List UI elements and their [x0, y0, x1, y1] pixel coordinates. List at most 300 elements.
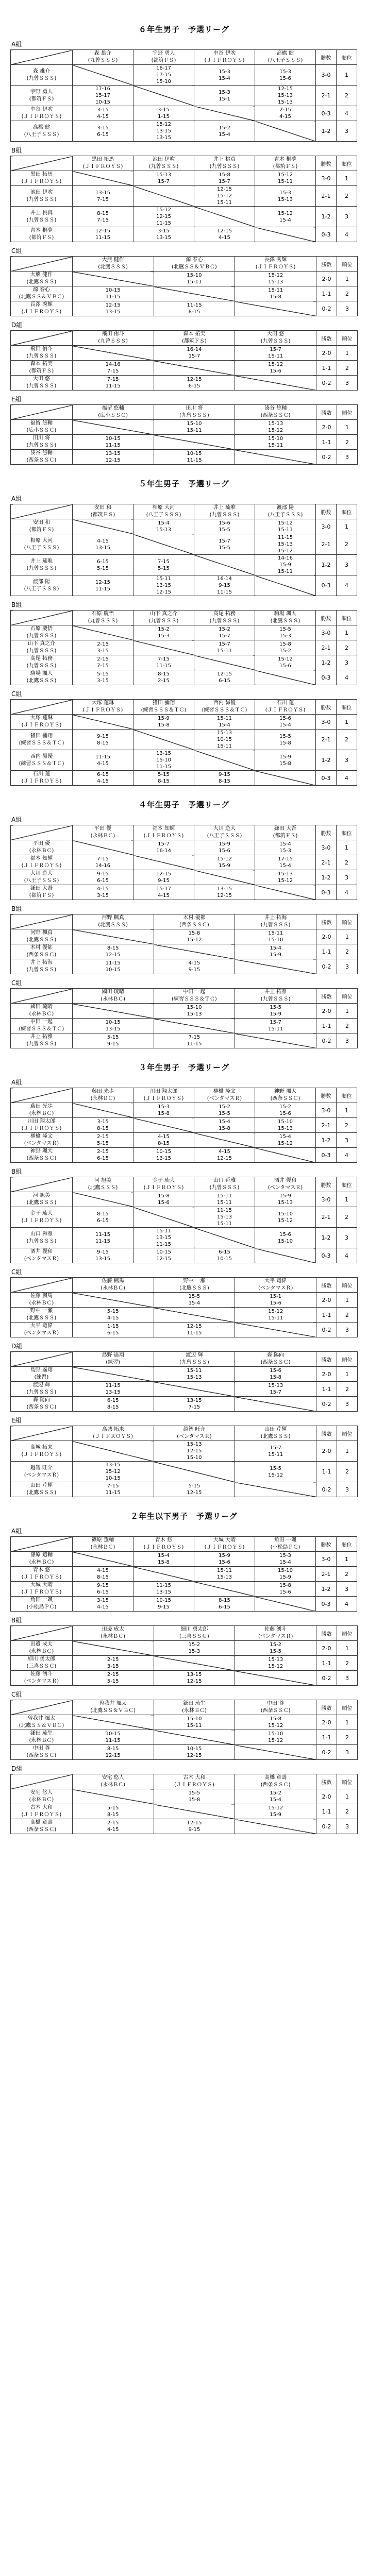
game-score: 12-15: [105, 1753, 121, 1758]
game-score: 15-6: [279, 75, 291, 81]
corner-cell: [11, 914, 73, 929]
column-player: [235, 989, 316, 1004]
game-score: 15-10: [277, 1119, 293, 1125]
wins-cell: 0-3: [316, 1248, 337, 1263]
game-score: 4-15: [158, 1134, 170, 1140]
wins-cell: 0-3: [316, 575, 337, 596]
player-name-line: 佐藤 湧斗: [30, 1671, 53, 1677]
game-score: 15-5: [270, 1005, 282, 1010]
game-score: 8-15: [97, 210, 109, 216]
player-name-line: (八王子ＳＳＳ): [24, 878, 59, 884]
score-cell: [154, 272, 235, 286]
player-row: [11, 929, 358, 944]
game-score: 15-1: [270, 1294, 282, 1299]
game-score: 6-15: [219, 1604, 230, 1610]
score-cell: [255, 1103, 316, 1118]
player-name-line: 井上 拓海: [264, 915, 287, 921]
player-name-line: 福留 悠輔: [102, 405, 124, 411]
block-label: C組: [11, 1691, 22, 1698]
game-score: 7-15: [188, 1404, 200, 1410]
score-cell: [154, 420, 235, 435]
score-cell: [133, 1103, 194, 1118]
league-block: [10, 146, 358, 242]
score-cell: [255, 1118, 316, 1133]
score-cell: [194, 1552, 255, 1567]
game-score: 13-15: [156, 1235, 172, 1241]
game-score: 2-15: [107, 1672, 119, 1677]
row-player: [11, 376, 73, 391]
player-name-line: 大塚 蓮琳: [91, 700, 114, 706]
game-score: 14-16: [95, 863, 111, 869]
rank-cell: 4: [337, 227, 357, 242]
header-row: [11, 611, 357, 625]
player-name-line: (永林ＢＣ): [90, 1545, 115, 1550]
wins-cell: 1-2: [316, 555, 337, 575]
rank-cell: 4: [337, 106, 357, 121]
rank-cell: 3: [337, 1323, 358, 1337]
player-row: [11, 1745, 358, 1760]
player-name-line: 越智 旺介: [183, 1427, 206, 1432]
row-player: [11, 1656, 73, 1671]
game-score: 4-15: [97, 1604, 109, 1610]
wins-header: 勝数: [316, 1626, 337, 1641]
self-match-cell: [72, 1441, 154, 1462]
game-score: 8-15: [97, 1574, 109, 1580]
header-row: [11, 1537, 357, 1552]
wins-cell: 1-1: [316, 1308, 337, 1323]
game-score: 12-15: [216, 671, 232, 677]
game-score: 15-11: [156, 576, 172, 582]
player-name-line: 高尾 拓務: [213, 611, 236, 617]
column-player: [154, 405, 235, 420]
score-cell: [73, 1207, 133, 1228]
game-score: 15-7: [188, 353, 200, 359]
column-player: [154, 1626, 235, 1641]
game-score: 9-15: [219, 772, 230, 777]
column-player: [73, 504, 133, 519]
rank-cell: 3: [337, 301, 358, 316]
score-cell: [255, 640, 316, 655]
game-score: 5-15: [107, 1805, 119, 1811]
game-score: 5-15: [188, 1483, 200, 1489]
wins-cell: 2-1: [316, 534, 337, 555]
game-score: 9-15: [97, 1583, 109, 1588]
wins-cell: 0-3: [316, 670, 337, 685]
player-name-line: (北鷹ＳＳ＆ＶＢＣ): [19, 1723, 64, 1728]
column-player: [194, 700, 255, 715]
column-player: [73, 1177, 133, 1192]
game-score: 15-9: [279, 1574, 291, 1580]
rank-cell: 1: [337, 272, 358, 286]
game-score: 15-13: [277, 93, 293, 98]
player-row: [11, 106, 357, 121]
game-score: 15-6: [279, 716, 291, 721]
wins-cell: 3-0: [316, 1192, 337, 1207]
game-score: 15-17: [156, 886, 172, 892]
row-player: [11, 959, 73, 974]
player-name-line: (西条ＳＳＣ): [26, 1753, 57, 1758]
player-name-line: 福留 悠輔: [30, 420, 53, 426]
column-player: [133, 825, 194, 840]
game-score: 15-10: [277, 1568, 293, 1573]
score-cell: [73, 207, 133, 227]
player-name-line: (ＪＩＦＲＯＹＳ): [174, 1782, 214, 1788]
row-player: [11, 750, 73, 771]
row-player: [11, 929, 73, 944]
player-name-line: 中田 尊: [32, 1745, 50, 1751]
game-score: 15-3: [188, 1649, 200, 1654]
column-player: [255, 1177, 316, 1192]
wins-cell: 1-1: [316, 1804, 337, 1819]
game-score: 15-12: [105, 1469, 121, 1475]
game-score: 15-6: [279, 1111, 291, 1116]
wins-header: 勝数: [316, 914, 337, 929]
rank-header: 順位: [337, 1537, 357, 1552]
game-score: 14-16: [105, 362, 121, 367]
game-score: 15-2: [279, 1104, 291, 1110]
game-score: 8-15: [158, 778, 170, 784]
player-row: [11, 640, 357, 655]
wins-header: 勝数: [316, 1352, 337, 1367]
block-label: A組: [11, 1528, 22, 1535]
game-score: 15-5: [219, 1111, 230, 1116]
column-player: [235, 1278, 316, 1293]
round-robin-table: [10, 988, 358, 1048]
player-name-line: (永林ＢＣ): [29, 1011, 54, 1017]
block-label: A組: [11, 1079, 22, 1086]
game-score: 15-9: [279, 754, 291, 760]
game-score: 13-15: [105, 1389, 121, 1395]
player-name-line: (都筑ＦＳ): [182, 338, 207, 344]
player-name-line: 猪田 彌翔: [30, 733, 53, 739]
player-name-line: (九曾ＳＳＳ): [179, 413, 209, 418]
score-cell: [72, 959, 154, 974]
wins-cell: 1-1: [316, 1462, 337, 1482]
score-cell: [194, 65, 255, 86]
row-player: [11, 534, 73, 555]
game-score: 15-7: [158, 179, 170, 184]
player-name-line: 中田 尊: [267, 1701, 285, 1706]
player-name-line: (練習): [34, 1375, 49, 1380]
score-cell: [194, 519, 255, 534]
rank-cell: 1: [337, 1789, 358, 1804]
self-match-cell: [235, 1482, 316, 1497]
player-name-line: 飛田 侑斗: [102, 331, 124, 337]
self-match-cell: [133, 855, 194, 870]
player-row: [11, 1462, 358, 1482]
rank-cell: 1: [337, 1641, 358, 1656]
column-player: [235, 257, 316, 272]
game-score: 8-15: [107, 945, 119, 951]
wins-cell: 1-2: [316, 1133, 337, 1148]
row-player: [11, 1804, 73, 1819]
game-score: 15-2: [219, 626, 230, 632]
score-cell: [194, 1148, 255, 1163]
score-cell: [235, 1293, 316, 1308]
player-name-line: 井上 琉唯: [213, 505, 236, 511]
player-row: [11, 450, 358, 465]
player-name-line: 大熊 健作: [30, 272, 53, 278]
player-name-line: (永林ＢＣ): [90, 1096, 115, 1101]
score-cell: [72, 1819, 154, 1834]
player-row: [11, 771, 357, 786]
player-name-line: (九曾ＳＳＳ): [179, 1360, 209, 1365]
game-score: 15-13: [187, 1011, 202, 1017]
row-player: [11, 1397, 73, 1412]
score-cell: [194, 1192, 255, 1207]
game-score: 15-11: [268, 1315, 283, 1321]
game-score: 15-6: [270, 1368, 282, 1374]
wins-header: 勝数: [316, 1774, 337, 1789]
self-match-cell: [194, 750, 255, 771]
player-name-line: (西条ＳＳＣ): [26, 1156, 57, 1161]
game-score: 15-13: [187, 1442, 202, 1447]
rank-header: 順位: [337, 257, 358, 272]
score-cell: [235, 1382, 316, 1397]
game-score: 15-6: [158, 1200, 170, 1206]
score-cell: [194, 121, 255, 142]
score-cell: [154, 346, 235, 361]
score-cell: [255, 171, 316, 186]
corner-cell: [11, 1088, 73, 1103]
column-player: [72, 1626, 154, 1641]
player-name-line: 高橋 章壽: [30, 1820, 53, 1825]
score-cell: [133, 840, 194, 855]
player-name-line: 川田 翔太郎: [149, 1089, 178, 1094]
row-player: [11, 1293, 73, 1308]
header-row: [11, 331, 358, 346]
self-match-cell: [235, 1819, 316, 1834]
row-player: [11, 1103, 73, 1118]
player-name-line: 井上 琉唯: [30, 558, 53, 564]
score-cell: [73, 885, 133, 900]
player-row: [11, 301, 358, 316]
game-score: 15-4: [219, 1119, 230, 1125]
player-name-line: (永林ＢＣ): [29, 1300, 54, 1306]
game-score: 15-13: [268, 1657, 283, 1663]
player-name-line: 大川 遊大: [30, 871, 53, 876]
score-cell: [194, 1597, 255, 1612]
column-player: [255, 611, 316, 625]
player-row: [11, 1804, 358, 1819]
score-cell: [255, 1133, 316, 1148]
player-name-line: (北鷹ＳＳＳ): [26, 1315, 57, 1321]
score-cell: [194, 1248, 255, 1263]
score-cell: [255, 1207, 316, 1228]
game-score: 7-15: [97, 856, 109, 862]
player-row: [11, 715, 357, 730]
self-match-cell: [255, 1248, 316, 1263]
round-robin-table: [10, 825, 357, 900]
game-score: 12-15: [216, 187, 232, 192]
score-cell: [72, 1308, 154, 1323]
game-score: 15-4: [158, 520, 170, 526]
game-score: 10-15: [105, 287, 121, 293]
game-score: 15-6: [219, 520, 230, 526]
wins-cell: 1-2: [316, 870, 337, 885]
game-score: 15-3: [279, 1553, 291, 1558]
row-player: [11, 575, 73, 596]
column-player: [154, 257, 235, 272]
game-score: 13-15: [156, 1156, 172, 1161]
league-block: [10, 600, 358, 685]
header-row: [11, 1352, 358, 1367]
player-name-line: (西条ＳＳＣ): [260, 1782, 291, 1788]
player-name-line: (永林ＢＣ): [101, 1782, 126, 1788]
player-name-line: (広小ＳＳＣ): [26, 428, 57, 433]
self-match-cell: [72, 1789, 154, 1804]
player-name-line: (九曾ＳＳＳ): [26, 75, 57, 81]
score-cell: [194, 670, 255, 685]
player-name-line: (都筑ＦＳ): [29, 235, 54, 241]
game-score: 15-12: [187, 937, 202, 943]
player-row: [11, 855, 357, 870]
game-score: 15-5: [188, 1294, 200, 1299]
player-name-line: 駒場 颯人: [274, 611, 297, 617]
player-row: [11, 435, 358, 450]
row-player: [11, 1462, 73, 1482]
rank-cell: 3: [337, 1745, 358, 1760]
game-score: 1-15: [158, 114, 170, 120]
game-score: 8-15: [158, 1141, 170, 1146]
player-name-line: 神野 颯大: [30, 1148, 53, 1154]
header-row: [11, 825, 357, 840]
score-cell: [194, 227, 255, 242]
corner-cell: [11, 1700, 73, 1715]
rank-cell: 1: [337, 420, 358, 435]
player-name-line: (九曾ＳＳＳ): [26, 196, 57, 202]
game-score: 10-15: [95, 99, 111, 105]
game-score: 12-15: [95, 228, 111, 234]
column-player: [194, 1088, 255, 1103]
game-score: 15-12: [268, 1723, 283, 1728]
row-player: [11, 625, 73, 640]
player-name-line: 野中 一瀬: [30, 1308, 53, 1314]
game-score: 13-15: [187, 1672, 202, 1677]
player-name-line: 高城 拓来: [30, 1444, 53, 1450]
player-row: [11, 86, 357, 106]
section-title: ３年生男子 予選リーグ: [138, 1063, 229, 1072]
game-score: 2-15: [97, 1134, 109, 1140]
corner-cell: [11, 1426, 73, 1441]
game-score: 15-12: [277, 656, 293, 662]
wins-header: 勝数: [316, 50, 337, 65]
game-score: 6-15: [97, 1217, 109, 1224]
self-match-cell: [235, 450, 316, 465]
game-score: 15-3: [158, 633, 170, 639]
game-score: 15-4: [279, 1560, 291, 1565]
column-player: [255, 700, 316, 715]
score-cell: [73, 655, 133, 670]
player-row: [11, 65, 357, 86]
game-score: 3-15: [97, 1119, 109, 1125]
rank-cell: 3: [337, 207, 357, 227]
player-name-line: (ＪＩＦＲＯＹＳ): [204, 1545, 245, 1550]
player-name-line: (ベンタマスＲ): [24, 1679, 59, 1684]
game-score: 15-2: [158, 626, 170, 632]
row-player: [11, 1228, 73, 1248]
wins-cell: 1-1: [316, 1730, 337, 1745]
score-cell: [133, 121, 194, 142]
player-name-line: 田邊 成太: [30, 1641, 53, 1647]
column-player: [72, 331, 154, 346]
game-score: 11-15: [156, 663, 172, 669]
player-name-line: (都筑ＦＳ): [90, 512, 115, 518]
score-cell: [72, 1730, 154, 1745]
game-score: 15-4: [219, 722, 230, 728]
corner-cell: [11, 700, 73, 715]
player-name-line: 山下 真之介: [27, 641, 56, 647]
row-player: [11, 1367, 73, 1382]
player-name-line: 黒田 拓馬: [30, 172, 53, 177]
player-name-line: 柳橋 隆文: [213, 1089, 236, 1094]
game-score: 15-10: [187, 1716, 202, 1722]
player-name-line: (九曾ＳＳＳ): [88, 618, 118, 624]
score-cell: [73, 640, 133, 655]
wins-cell: 0-2: [316, 959, 337, 974]
league-block: [10, 1527, 358, 1612]
score-cell: [133, 1133, 194, 1148]
corner-cell: [11, 405, 73, 420]
column-player: [194, 156, 255, 171]
rank-cell: 2: [337, 944, 358, 959]
game-score: 8-15: [158, 671, 170, 677]
player-row: [11, 420, 358, 435]
score-cell: [154, 1293, 235, 1308]
rank-cell: 3: [337, 750, 357, 771]
game-score: 9-15: [107, 1041, 119, 1047]
rank-cell: 3: [337, 655, 357, 670]
row-player: [11, 870, 73, 885]
game-score: 15-8: [158, 1193, 170, 1199]
self-match-cell: [194, 1228, 255, 1248]
header-row: [11, 1774, 358, 1789]
rank-cell: 1: [337, 1103, 357, 1118]
rank-cell: 2: [337, 855, 357, 870]
game-score: 4-15: [97, 778, 109, 784]
player-name-line: 佐藤 楓馬: [30, 1293, 53, 1299]
game-score: 10-15: [216, 737, 232, 742]
player-name-line: (八王子ＳＳＳ): [24, 586, 59, 592]
player-name-line: (練習ＳＳＳ＆ＴＣ): [19, 760, 64, 767]
game-score: 12-15: [95, 579, 111, 585]
column-player: [72, 914, 154, 929]
header-row: [11, 1088, 357, 1103]
player-name-line: 安宅 悠人: [102, 1775, 124, 1781]
game-score: 15-4: [279, 841, 291, 847]
player-name-line: (ＪＩＦＲＯＹＳ): [143, 833, 184, 839]
rank-header: 順位: [337, 1088, 357, 1103]
header-row: [11, 405, 358, 420]
rank-header: 順位: [337, 1177, 357, 1192]
player-name-line: (九曾ＳＳＳ): [260, 922, 291, 928]
self-match-cell: [154, 1382, 235, 1397]
row-player: [11, 1789, 73, 1804]
row-player: [11, 1482, 73, 1497]
rank-cell: 2: [337, 361, 358, 376]
player-row: [11, 1323, 358, 1337]
column-player: [154, 331, 235, 346]
game-score: 4-15: [188, 960, 200, 966]
score-cell: [73, 670, 133, 685]
wins-cell: 1-1: [316, 435, 337, 450]
row-player: [11, 1019, 73, 1033]
score-cell: [73, 1118, 133, 1133]
game-score: 4-15: [97, 538, 109, 544]
row-player: [11, 1582, 73, 1597]
score-cell: [255, 715, 316, 730]
self-match-cell: [73, 840, 133, 855]
